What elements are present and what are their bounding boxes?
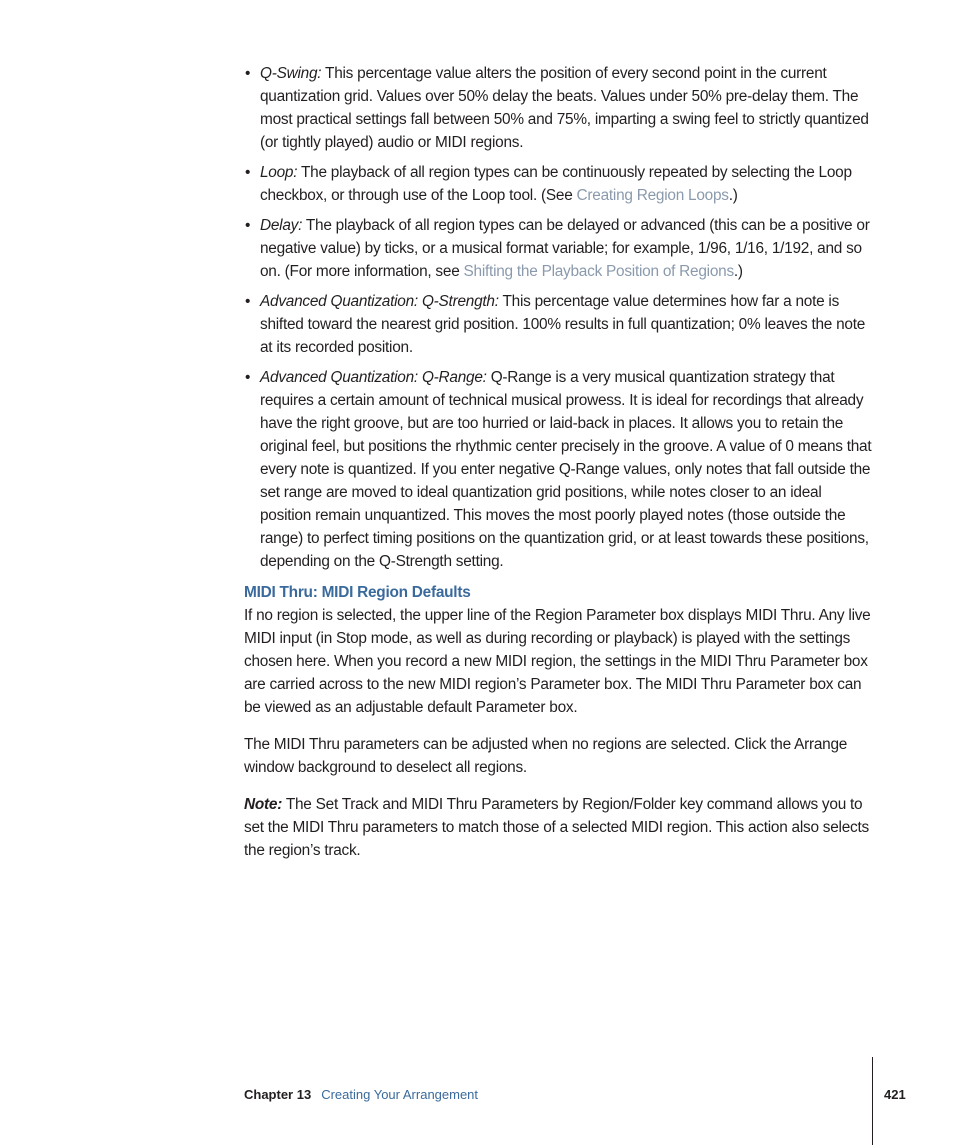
- description: The playback of all region types can be delayed or advanced (this can be a positive or negative value) by ticks, or a musical format variable; for example, 1/96, 1/16, 1/192, and so on. (For more information, see: [260, 217, 870, 280]
- link-shifting-playback-position[interactable]: Shifting the Playback Position of Regions: [463, 263, 734, 280]
- paragraph: If no region is selected, the upper line of the Region Parameter box displays MIDI Thru. Any live MIDI input (in Stop mode, as well as during recording or playback) is played with the settings chosen here. When you record a new MIDI region, the settings in the MIDI Thru Parameter box are carried across to the new MIDI region’s Parameter box. The MIDI Thru Parameter box can be viewed as an adjustable default Parameter box.: [244, 607, 871, 716]
- description: Q-Range is a very musical quantization strategy that requires a certain amount of technical musical prowess. It is ideal for recordings that already have the right groove, but are too hurried or laid-back in places. It allows you to retain the original feel, but positions the rhythmic center precisely in the groove. A value of 0 means that every note is quantized. If you enter negative Q-Range values, only notes that fall outside the set range are moved to ideal quantization grid positions, while notes closer to an ideal position remain unquantized. This moves the most poorly played notes (those outside the range) to perfect timing positions on the quantization grid, or at least towards these positions, depending on the Q-Strength setting.: [260, 369, 872, 570]
- bullet-icon: •: [245, 369, 251, 386]
- description: The playback of all region types can be continuously repeated by selecting the Loop checkbox, or through use of the Loop tool. (See: [260, 164, 852, 204]
- bullet-icon: •: [245, 164, 251, 181]
- chapter-title-link[interactable]: Creating Your Arrangement: [321, 1087, 479, 1102]
- page-footer: [244, 1085, 478, 1105]
- description-end: .): [733, 263, 743, 280]
- description-end: .): [728, 187, 738, 204]
- description: This percentage value alters the position of every second point in the current quantization grid. Values over 50% delay the beats. Values under 50% pre-delay them. The most practical settings fall between 50% and 75%, imparting a swing feel to strictly quantized (or tightly played) audio or MIDI regions.: [260, 65, 869, 151]
- bullet-icon: •: [245, 65, 251, 82]
- list-item-q-range: [244, 366, 876, 573]
- term: Q-Swing:: [260, 65, 322, 82]
- footer-divider: [872, 1057, 873, 1145]
- page-content: [244, 62, 876, 876]
- list-item-delay: [244, 214, 876, 283]
- term: Loop:: [260, 164, 298, 181]
- paragraph: The MIDI Thru parameters can be adjusted when no regions are selected. Click the Arrange window background to deselect all regions.: [244, 736, 848, 776]
- list-item-q-strength: [244, 290, 876, 359]
- link-creating-region-loops[interactable]: Creating Region Loops: [576, 187, 729, 204]
- note-label: Note:: [244, 796, 283, 813]
- note-text: The Set Track and MIDI Thru Parameters by Region/Folder key command allows you to set the MIDI Thru parameters to match those of a selected MIDI region. This action also selects the region’s track.: [244, 796, 869, 859]
- page-number: 421: [884, 1087, 906, 1102]
- term: Advanced Quantization: Q-Range:: [260, 369, 487, 386]
- bullet-icon: •: [245, 217, 251, 234]
- bullet-icon: •: [245, 293, 251, 310]
- list-item-loop: [244, 161, 876, 207]
- description: This percentage value determines how far a note is shifted toward the nearest grid position. 100% results in full quantization; 0% leaves the note at its recorded position.: [260, 293, 866, 356]
- note-paragraph: [244, 793, 876, 862]
- term: Advanced Quantization: Q-Strength:: [260, 293, 499, 310]
- chapter-label: Chapter 13: [244, 1087, 312, 1102]
- section-heading: MIDI Thru: MIDI Region Defaults: [244, 584, 471, 601]
- list-item-q-swing: [244, 62, 876, 154]
- term: Delay:: [260, 217, 303, 234]
- parameter-list: [244, 62, 876, 573]
